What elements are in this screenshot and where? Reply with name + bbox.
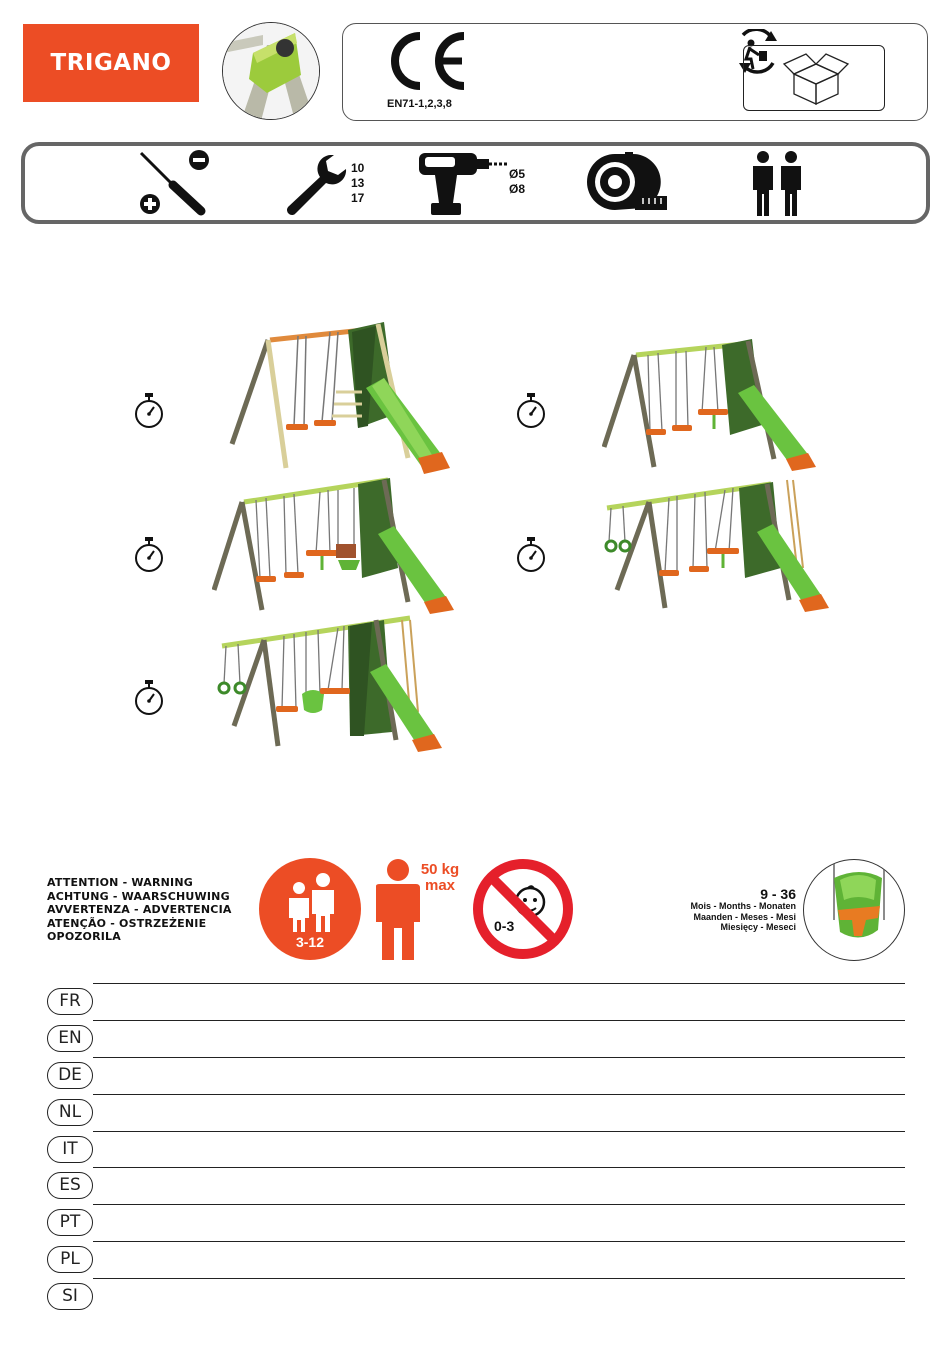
two-persons-icon: [747, 150, 809, 223]
assembly-time-icon: [132, 680, 166, 716]
warning-line-3: AVVERTENZA - ADVERTENCIA: [47, 903, 232, 916]
months-line-2: Maanden - Meses - Mesi: [693, 911, 796, 922]
product-detail-image: [222, 22, 320, 120]
warning-line-5: OPOZORILA: [47, 930, 121, 943]
wrench-size-13: 13: [351, 176, 365, 190]
months-line-3: Miesięcy - Meseci: [720, 922, 796, 932]
brand-logo: TRIGANO: [23, 24, 199, 102]
baby-seat-age: 9 - 36: [760, 886, 796, 902]
lang-row-de: [47, 1057, 905, 1094]
lang-row-pt: [47, 1204, 905, 1241]
lang-badge-fr: FR: [47, 988, 93, 1015]
cardboard-box-icon: [744, 46, 884, 110]
not-for-age-label: 0-3: [494, 918, 515, 934]
lang-row-es: [47, 1167, 905, 1204]
drill-size-8: Ø8: [509, 182, 526, 196]
lang-badge-de: DE: [47, 1062, 93, 1089]
warning-line-4: ATENÇÃO - OSTRZEŻENIE: [47, 916, 207, 930]
lang-badge-si: SI: [47, 1283, 93, 1310]
drill-icon: [417, 149, 509, 222]
lang-row-en: [47, 1020, 905, 1057]
assembly-time-icon: [132, 393, 166, 429]
lang-row-fr: [47, 983, 905, 1020]
assembly-time-icon: [132, 537, 166, 573]
age-range-label: 3-12: [295, 934, 325, 950]
tape-measure-icon: [585, 152, 669, 219]
lang-row-pl: [47, 1241, 905, 1278]
lang-badge-pl: PL: [47, 1246, 93, 1273]
wrench-size-17: 17: [351, 191, 365, 205]
ce-mark-icon: [384, 30, 470, 97]
warning-line-2: ACHTUNG - WAARSCHUWING: [47, 889, 230, 903]
baby-seat-image: [803, 859, 905, 961]
swing-set-model-2: [602, 335, 818, 478]
max-weight-label: [410, 862, 470, 894]
swing-set-model-3: [212, 474, 456, 619]
drill-size-5: Ø5: [509, 167, 526, 181]
warning-line-1: ATTENTION - WARNING: [47, 876, 193, 889]
lang-row-nl: [47, 1094, 905, 1131]
assembly-time-icon: [514, 537, 548, 573]
drill-sizes: [509, 167, 525, 197]
norm-label: EN71-1,2,3,8: [387, 98, 452, 110]
lang-row-si: [47, 1278, 905, 1315]
assembly-time-icon: [514, 393, 548, 429]
lang-badge-it: IT: [47, 1136, 93, 1163]
swing-set-model-5: [214, 612, 446, 759]
swing-set-model-1: [228, 318, 452, 483]
wrench-sizes: [351, 161, 364, 206]
wrench-icon: [282, 151, 348, 222]
not-suitable-under-3-icon: [472, 858, 574, 960]
screwdriver-icon: [135, 149, 213, 222]
lang-row-it: [47, 1131, 905, 1168]
wrench-size-10: 10: [351, 161, 365, 175]
lang-badge-en: EN: [47, 1025, 93, 1052]
packaging-recycle-box: [743, 45, 885, 111]
lang-badge-es: ES: [47, 1172, 93, 1199]
max-weight-value: 50 kg: [420, 861, 460, 878]
max-weight-unit: max: [424, 877, 456, 894]
lang-badge-nl: NL: [47, 1099, 93, 1126]
warning-heading: [47, 876, 232, 944]
baby-seat-months-label: [650, 901, 796, 933]
lang-badge-pt: PT: [47, 1209, 93, 1236]
swing-set-model-4: [603, 476, 829, 617]
months-line-1: Mois - Months - Monaten: [690, 901, 796, 911]
